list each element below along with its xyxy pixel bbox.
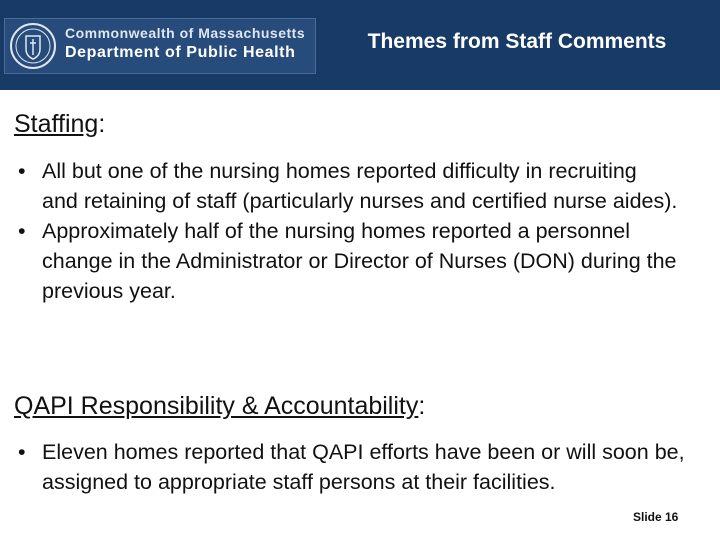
qapi-bullet-list bbox=[18, 437, 708, 497]
bullet-icon: • bbox=[18, 219, 26, 243]
staffing-bullet-list bbox=[18, 156, 678, 306]
list-item bbox=[18, 216, 678, 306]
header-banner bbox=[0, 0, 720, 90]
bullet-icon: • bbox=[18, 159, 26, 183]
section-heading-text: Staffing bbox=[14, 110, 99, 138]
bullet-icon: • bbox=[18, 440, 26, 464]
section-heading-staffing bbox=[14, 110, 105, 139]
slide-title: Themes from Staff Comments bbox=[367, 30, 667, 53]
section-heading-colon: : bbox=[418, 392, 426, 420]
bullet-text: Eleven homes reported that QAPI efforts have been or will soon be, assigned to appropriate staff persons at their facilities. bbox=[42, 440, 685, 494]
section-heading-colon: : bbox=[98, 110, 106, 138]
state-seal-icon bbox=[9, 22, 57, 70]
bullet-text: All but one of the nursing homes reported difficulty in recruiting and retaining of staff (particularly nurses and certified nurse aides). bbox=[42, 159, 678, 213]
section-heading-qapi bbox=[14, 392, 425, 421]
org-name-line2: Department of Public Health bbox=[65, 44, 296, 61]
bullet-text: Approximately half of the nursing homes reported a personnel change in the Administrator or Director of Nurses (DON) during the previous year. bbox=[42, 219, 677, 303]
section-heading-text: QAPI Responsibility & Accountability bbox=[14, 392, 419, 420]
slide-number: Slide 16 bbox=[633, 510, 679, 524]
list-item bbox=[18, 437, 708, 497]
department-logo bbox=[4, 18, 316, 74]
org-name-line1: Commonwealth of Massachusetts bbox=[65, 25, 306, 41]
list-item bbox=[18, 156, 678, 216]
